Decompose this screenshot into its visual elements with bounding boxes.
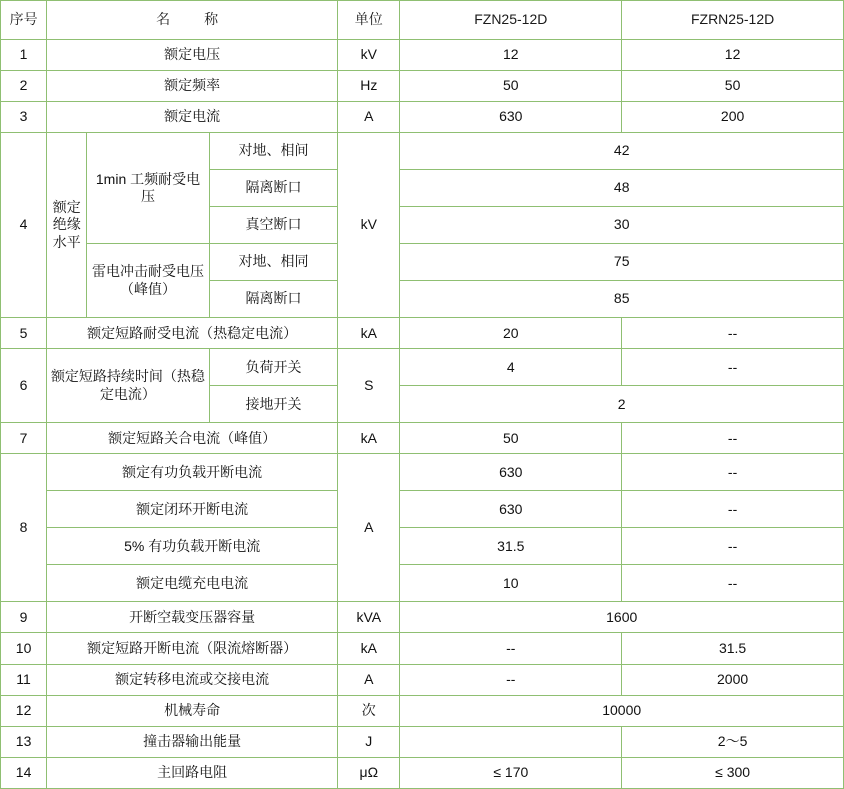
row-value-1: 20 <box>400 318 622 349</box>
row-index: 1 <box>1 40 47 71</box>
row-subname-b: 真空断口 <box>209 207 337 244</box>
row-name: 额定短路开断电流（限流熔断器） <box>47 633 338 664</box>
row-value-1 <box>400 726 622 757</box>
row-index: 8 <box>1 454 47 602</box>
row-subname-b: 额定电缆充电电流 <box>47 565 338 602</box>
row-name: 开断空载变压器容量 <box>47 602 338 633</box>
row-value-2: -- <box>622 318 844 349</box>
row-unit: J <box>338 726 400 757</box>
row-name: 额定电压 <box>47 40 338 71</box>
row-name: 额定短路持续时间（热稳定电流） <box>47 349 210 423</box>
row-value-2: -- <box>622 423 844 454</box>
row-value-2: 50 <box>622 71 844 102</box>
row-index: 5 <box>1 318 47 349</box>
row-name: 额定转移电流或交接电流 <box>47 664 338 695</box>
row-subname-b: 隔离断口 <box>209 281 337 318</box>
row-value-2: -- <box>622 565 844 602</box>
header-model-2: FZRN25-12D <box>622 1 844 40</box>
header-unit: 单位 <box>338 1 400 40</box>
row-value-1: 50 <box>400 71 622 102</box>
row-index: 7 <box>1 423 47 454</box>
row-unit: kV <box>338 133 400 318</box>
row-value-2: -- <box>622 454 844 491</box>
table-row <box>1 318 844 349</box>
row-value-2: -- <box>622 491 844 528</box>
row-unit: A <box>338 102 400 133</box>
row-index: 14 <box>1 757 47 788</box>
table-row <box>1 664 844 695</box>
row-value-merged: 75 <box>400 244 844 281</box>
header-index: 序号 <box>1 1 47 40</box>
row-unit: kA <box>338 423 400 454</box>
row-value-1: 4 <box>400 349 622 386</box>
row-subname-b: 接地开关 <box>209 386 337 423</box>
row-unit: A <box>338 664 400 695</box>
table-header-row <box>1 1 844 40</box>
row-subname-b: 负荷开关 <box>209 349 337 386</box>
row-index: 10 <box>1 633 47 664</box>
table-row <box>1 423 844 454</box>
row-value-2: 200 <box>622 102 844 133</box>
row-unit: S <box>338 349 400 423</box>
row-value-2: ≤ 300 <box>622 757 844 788</box>
row-name: 额定短路关合电流（峰值） <box>47 423 338 454</box>
header-model-1: FZN25-12D <box>400 1 622 40</box>
row-unit: kA <box>338 633 400 664</box>
row-value-2: -- <box>622 528 844 565</box>
row-unit: kVA <box>338 602 400 633</box>
row-index: 3 <box>1 102 47 133</box>
table-row <box>1 133 844 170</box>
table-row <box>1 528 844 565</box>
row-value-1: 50 <box>400 423 622 454</box>
row-value-merged: 42 <box>400 133 844 170</box>
row-group-label: 额定绝缘水平 <box>47 133 87 318</box>
row-value-1: 10 <box>400 565 622 602</box>
row-subname-b: 对地、相间 <box>209 133 337 170</box>
header-name: 名 称 <box>47 1 338 40</box>
row-subname-b: 额定闭环开断电流 <box>47 491 338 528</box>
row-index: 2 <box>1 71 47 102</box>
row-value-merged: 10000 <box>400 695 844 726</box>
row-value-1: 31.5 <box>400 528 622 565</box>
row-value-1: 12 <box>400 40 622 71</box>
row-value-1: 630 <box>400 102 622 133</box>
row-value-1: 630 <box>400 454 622 491</box>
row-index: 12 <box>1 695 47 726</box>
row-value-merged: 30 <box>400 207 844 244</box>
row-value-2: 2000 <box>622 664 844 695</box>
row-index: 4 <box>1 133 47 318</box>
row-value-1: 630 <box>400 491 622 528</box>
row-name: 撞击器输出能量 <box>47 726 338 757</box>
row-value-merged: 48 <box>400 170 844 207</box>
row-unit: Hz <box>338 71 400 102</box>
table-row <box>1 244 844 281</box>
table-row <box>1 40 844 71</box>
row-unit: kA <box>338 318 400 349</box>
row-index: 13 <box>1 726 47 757</box>
row-value-2: 31.5 <box>622 633 844 664</box>
row-value-2: -- <box>622 349 844 386</box>
table-row <box>1 102 844 133</box>
row-subname-b: 隔离断口 <box>209 170 337 207</box>
row-index: 9 <box>1 602 47 633</box>
row-value-1: -- <box>400 633 622 664</box>
table-row <box>1 633 844 664</box>
table-row <box>1 726 844 757</box>
table-row <box>1 491 844 528</box>
row-subname-b: 5% 有功负载开断电流 <box>47 528 338 565</box>
row-unit: A <box>338 454 400 602</box>
row-unit: kV <box>338 40 400 71</box>
row-unit: 次 <box>338 695 400 726</box>
row-index: 11 <box>1 664 47 695</box>
row-name: 额定短路耐受电流（热稳定电流） <box>47 318 338 349</box>
row-unit: μΩ <box>338 757 400 788</box>
row-subname-b: 额定有功负载开断电流 <box>47 454 338 491</box>
row-value-merged: 85 <box>400 281 844 318</box>
row-name: 机械寿命 <box>47 695 338 726</box>
row-value-2: 2～5 <box>622 726 844 757</box>
table-row <box>1 349 844 386</box>
row-value-merged: 2 <box>400 386 844 423</box>
table-row <box>1 71 844 102</box>
row-subname-b: 对地、相同 <box>209 244 337 281</box>
row-name: 主回路电阻 <box>47 757 338 788</box>
row-value-1: ≤ 170 <box>400 757 622 788</box>
table-row <box>1 602 844 633</box>
row-value-1: -- <box>400 664 622 695</box>
table-row <box>1 565 844 602</box>
table-row <box>1 454 844 491</box>
table-row <box>1 757 844 788</box>
row-subname-a: 1min 工频耐受电压 <box>87 133 209 244</box>
row-name: 额定电流 <box>47 102 338 133</box>
row-subname-a: 雷电冲击耐受电压（峰值） <box>87 244 209 318</box>
row-index: 6 <box>1 349 47 423</box>
row-value-2: 12 <box>622 40 844 71</box>
row-value-merged: 1600 <box>400 602 844 633</box>
row-name: 额定频率 <box>47 71 338 102</box>
table-row <box>1 695 844 726</box>
